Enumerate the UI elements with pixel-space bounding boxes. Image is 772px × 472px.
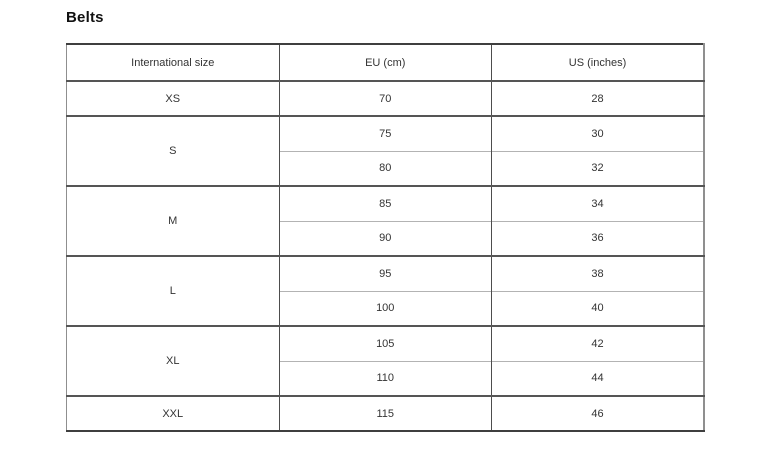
- us-cell: 34: [492, 186, 705, 221]
- size-cell: XS: [67, 81, 280, 116]
- belts-size-table: [66, 43, 705, 432]
- table-header-row: [67, 44, 705, 81]
- us-cell: 44: [492, 361, 705, 396]
- size-cell: L: [67, 256, 280, 326]
- header-cell-eu-cm: EU (cm): [279, 44, 492, 81]
- table-row: [67, 396, 705, 431]
- eu-cell: 105: [279, 326, 492, 361]
- eu-cell: 110: [279, 361, 492, 396]
- eu-cell: 75: [279, 116, 492, 151]
- header-cell-us-inches: US (inches): [492, 44, 705, 81]
- eu-cell: 80: [279, 151, 492, 186]
- us-cell: 30: [492, 116, 705, 151]
- us-cell: 40: [492, 291, 705, 326]
- us-cell: 36: [492, 221, 705, 256]
- table-row: [67, 256, 705, 291]
- table-row: [67, 116, 705, 151]
- table-row: [67, 81, 705, 116]
- eu-cell: 115: [279, 396, 492, 431]
- us-cell: 28: [492, 81, 705, 116]
- table-row: [67, 326, 705, 361]
- size-cell: S: [67, 116, 280, 186]
- table-row: [67, 186, 705, 221]
- eu-cell: 90: [279, 221, 492, 256]
- us-cell: 42: [492, 326, 705, 361]
- header-cell-international-size: International size: [67, 44, 280, 81]
- size-cell: XL: [67, 326, 280, 396]
- page-title: Belts: [66, 9, 104, 26]
- eu-cell: 70: [279, 81, 492, 116]
- size-cell: M: [67, 186, 280, 256]
- eu-cell: 85: [279, 186, 492, 221]
- us-cell: 32: [492, 151, 705, 186]
- eu-cell: 95: [279, 256, 492, 291]
- size-cell: XXL: [67, 396, 280, 431]
- us-cell: 38: [492, 256, 705, 291]
- eu-cell: 100: [279, 291, 492, 326]
- us-cell: 46: [492, 396, 705, 431]
